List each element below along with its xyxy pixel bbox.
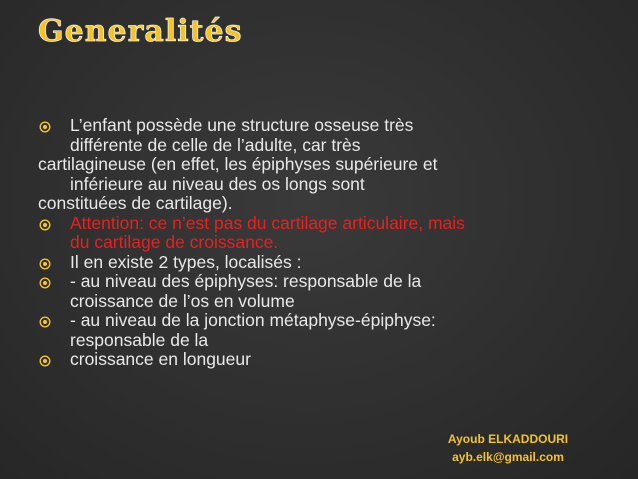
type1-line: croissance de l’os en volume xyxy=(70,290,295,311)
bullet-item xyxy=(38,272,598,292)
bullet-item xyxy=(38,311,598,331)
type1-line: - au niveau des épiphyses: responsable de la xyxy=(70,271,422,291)
sun-bullet-icon xyxy=(38,256,52,270)
type2-line: responsable de la xyxy=(70,329,209,350)
slide-title: Generalités xyxy=(38,14,243,49)
sun-bullet-icon xyxy=(38,217,52,231)
bullet-item xyxy=(38,253,598,273)
sun-bullet-icon xyxy=(38,275,52,289)
author-footer xyxy=(428,430,588,466)
paragraph-line: L’enfant possède une structure osseuse très xyxy=(70,115,414,135)
paragraph-line: cartilagineuse (en effet, les épiphyses supérieure et xyxy=(38,154,438,174)
types-line: Il en existe 2 types, localisés : xyxy=(70,251,302,272)
slide-content xyxy=(38,116,598,370)
sun-bullet-icon xyxy=(38,119,52,133)
paragraph-line: inférieure au niveau des os longs sont xyxy=(70,173,365,194)
attention-item xyxy=(38,214,598,234)
paragraph-line: différente de celle de l’adulte, car très xyxy=(70,134,361,155)
bullet-item xyxy=(38,116,598,136)
paragraph-line: constituées de cartilage). xyxy=(38,193,233,213)
attention-line: du cartilage de croissance. xyxy=(70,232,279,252)
author-name: Ayoub ELKADDOURI xyxy=(447,432,569,446)
bullet-item xyxy=(38,350,598,370)
author-email: ayb.elk@gmail.com xyxy=(452,450,564,464)
type2-line: - au niveau de la jonction métaphyse-épiphyse: xyxy=(70,310,436,330)
type2-end-line: croissance en longueur xyxy=(70,349,251,369)
sun-bullet-icon xyxy=(38,353,52,367)
attention-line: Attention: ce n’est pas du cartilage articulaire, mais xyxy=(70,212,465,233)
sun-bullet-icon xyxy=(38,314,52,328)
